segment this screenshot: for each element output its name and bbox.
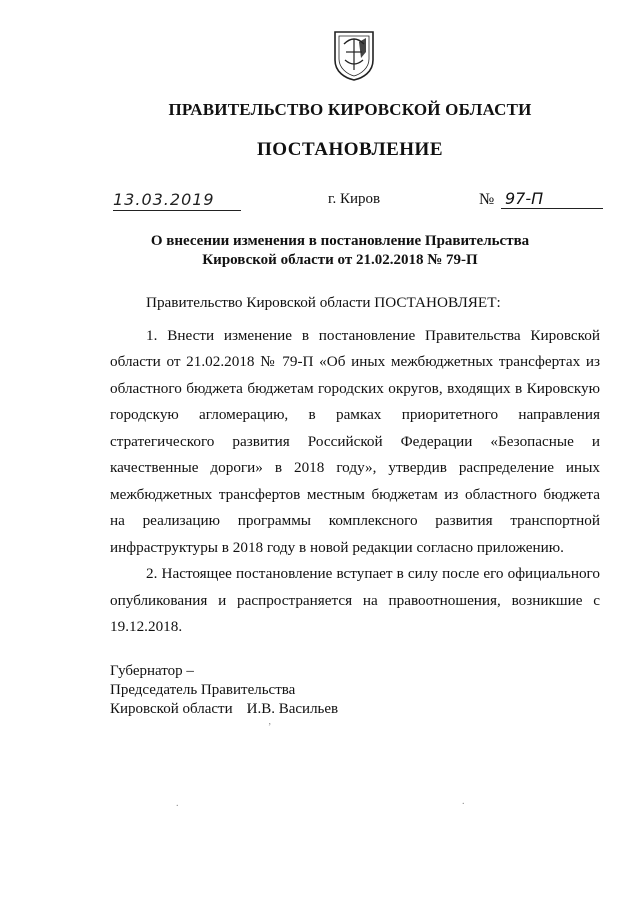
preamble: Правительство Кировской области ПОСТАНОВЛЯЕТ: <box>146 294 501 311</box>
clause-1: 1. Внести изменение в постановление Правительства Кировской области от 21.02.2018 № 79-П «Об иных межбюджетных трансфертах из областного бюджета бюджетам городских округов, входящих в Кировскую городскую агломерацию, в рамках приоритетного направления стратегического развития Российской Федерации «Безопасные и качественные дороги» в 2018 году», утвердив распределение иных межбюджетных трансфертов местным бюджетам из областного бюджета на реализацию программы комплексного развития транспортной инфраструктуры в 2018 году в новой редакции согласно приложению. <box>110 326 600 556</box>
coat-of-arms-icon <box>333 30 375 82</box>
number-value: 97-П <box>501 188 603 209</box>
scan-mark: ʼ <box>268 722 272 733</box>
document-subject <box>0 232 640 270</box>
number-label: № <box>479 191 495 208</box>
signature-region: Кировской области <box>110 701 233 717</box>
clause-2: 2. Настоящее постановление вступает в силу после его официального опубликования и распространяется на правоотношения, возникшие с 19.12.2018. <box>110 565 600 635</box>
subject-line-1: О внесении изменения в постановление Правительства <box>150 233 530 249</box>
document-city: г. Киров <box>328 191 381 207</box>
scan-mark: . <box>176 798 179 809</box>
document-type-title: ПОСТАНОВЛЕНИЕ <box>256 139 444 160</box>
document-date: 13.03.2019 <box>113 190 241 211</box>
signature-name: И.В. Васильев <box>246 701 339 717</box>
signature-block <box>110 662 338 719</box>
document-body <box>110 290 600 641</box>
scan-mark: . <box>462 796 465 807</box>
signature-position-line-1: Губернатор – <box>110 663 194 679</box>
subject-line-2: Кировской области от 21.02.2018 № 79-П <box>202 252 478 268</box>
signature-position-line-3 <box>110 700 338 719</box>
document-number <box>479 188 599 210</box>
government-title: ПРАВИТЕЛЬСТВО КИРОВСКОЙ ОБЛАСТИ <box>168 100 532 119</box>
signature-position-line-2: Председатель Правительства <box>110 682 296 698</box>
